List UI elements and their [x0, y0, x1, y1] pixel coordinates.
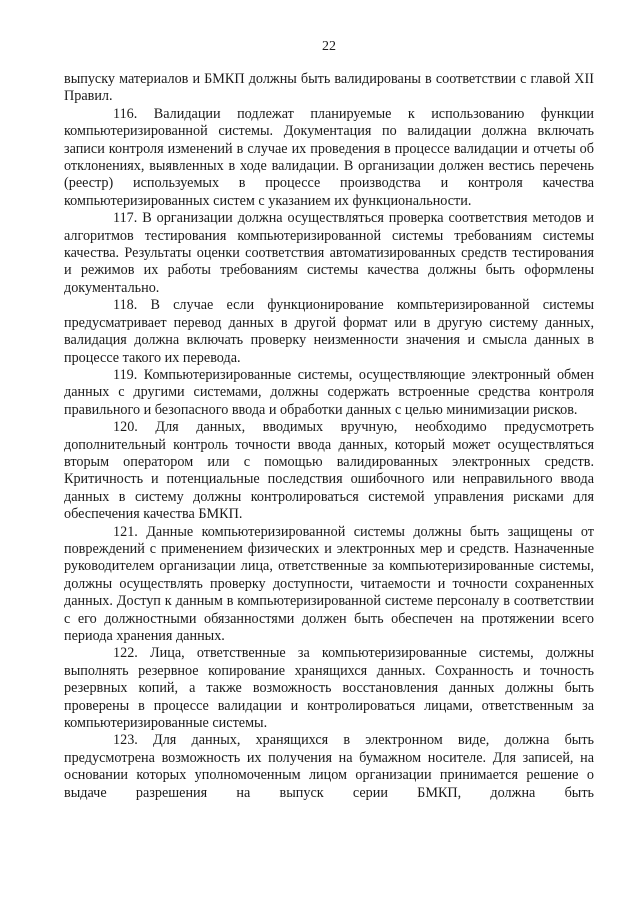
paragraph-120: 120. Для данных, вводимых вручную, необходимо предусмотреть дополнительный контроль точности ввода данных, который может осуществляться вторым оператором или с помощью валидированных электронных средств. Критичность и потенциальные последствия ошибочного или неправильного ввода данных в систему должны контролироваться системой управления рисками для обеспечения качества БМКП. [64, 419, 594, 523]
paragraph-continuation: выпуску материалов и БМКП должны быть валидированы в соответствии с главой XII Правил. [64, 71, 594, 105]
paragraph-119: 119. Компьютеризированные системы, осуществляющие электронный обмен данных с другими системами, должны содержать встроенные средства контроля правильного и безопасного ввода и обработки данных с целью минимизации рисков. [64, 366, 594, 418]
paragraph-117: 117. В организации должна осуществляться проверка соответствия методов и алгоритмов тестирования компьютеризированной системы требованиям системы качества. Результаты оценки соответствия автоматизированных средств тестирования и режимов их работы требованиям системы качества должны быть оформлены документально. [64, 210, 594, 296]
paragraph-116: 116. Валидации подлежат планируемые к использованию функции компьютеризированной системы. Документация по валидации должна включать записи контроля изменений в случае их проведения в процессе валидации и отчеты об отклонениях, выявленных в ходе валидации. В организации должен вестись перечень (реестр) используемых в процессе производства и контроля качества компьютеризированных систем с указанием их функциональности. [64, 105, 594, 209]
paragraph-118: 118. В случае если функционирование компьтеризированной системы предусматривает перевод данных в другой формат или в другую систему данных, валидация должна включать проверку неизменности значения и смысла данных в процессе такого их перевода. [64, 297, 594, 366]
paragraph-121: 121. Данные компьютеризированной системы должны быть защищены от повреждений с применением физических и электронных мер и средств. Назначенные руководителем организации лица, ответственные за компьютеризированные системы, должны осуществлять проверку доступности, читаемости и точности сохраненных данных. Доступ к данным в компьютеризированной системе персоналу в соответствии с его должностными обязанностями должен быть обеспечен на протяжении всего периода хранения данных. [64, 523, 594, 644]
paragraph-122: 122. Лица, ответственные за компьютеризированные системы, должны выполнять резервное копирование хранящихся данных. Сохранность и точность резервных копий, а также возможность восстановления данных должны быть проверены в процессе валидации и контролироваться лицами, ответственным за компьютеризированные системы. [64, 645, 594, 732]
paragraph-123: 123. Для данных, хранящихся в электронном виде, должна быть предусмотрена возможность их получения на бумажном носителе. Для записей, на основании которых уполномоченным лицом организации принимается решение о выдаче разрешения на выпуск серии БМКП, должна быть [64, 732, 594, 801]
page-number: 22 [322, 39, 336, 54]
